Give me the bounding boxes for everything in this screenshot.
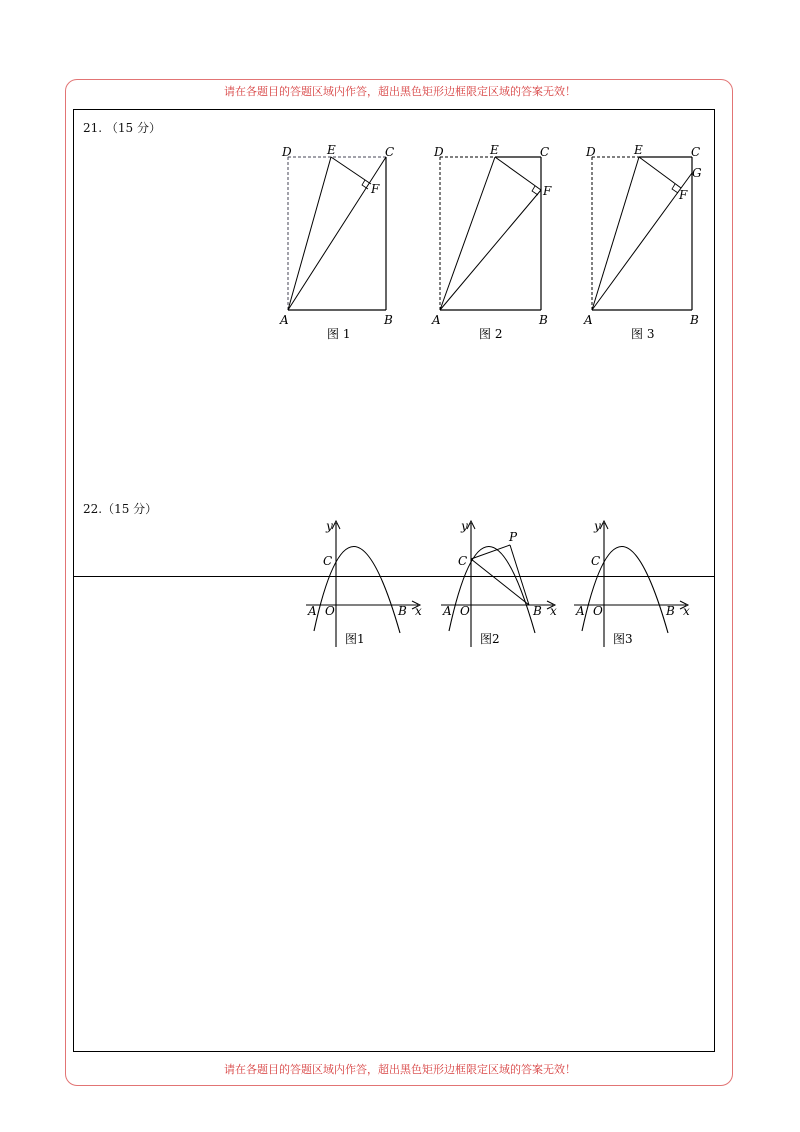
label-C: C <box>323 554 333 568</box>
label-A: A <box>432 313 441 327</box>
label-B: B <box>666 604 675 618</box>
q22-figure-1 <box>300 515 430 650</box>
label-C: C <box>540 145 550 159</box>
label-F: F <box>371 182 380 196</box>
caption: 图 1 <box>327 327 351 341</box>
label-A: A <box>308 604 317 618</box>
caption: 图 2 <box>479 327 503 341</box>
label-D: D <box>434 145 444 159</box>
label-x: x <box>683 604 690 618</box>
q22-figure-2 <box>435 515 565 650</box>
label-P: P <box>509 530 518 544</box>
segment-AE <box>440 157 495 310</box>
label-D: D <box>282 145 292 159</box>
label-C: C <box>458 554 468 568</box>
label-C: C <box>385 145 395 159</box>
caption: 图 3 <box>631 327 655 341</box>
label-A: A <box>443 604 452 618</box>
q21-figure-1 <box>275 140 405 345</box>
segment-EF <box>331 157 371 184</box>
segment-AE <box>592 157 639 310</box>
label-B: B <box>539 313 548 327</box>
label-B: B <box>384 313 393 327</box>
label-O: O <box>593 604 603 618</box>
question-21-label: 21. （15 分） <box>83 121 161 135</box>
label-B: B <box>533 604 542 618</box>
caption: 图3 <box>613 632 633 646</box>
q21-figure-3 <box>579 140 709 345</box>
q21-figure-2 <box>427 140 557 345</box>
caption: 图1 <box>345 632 365 646</box>
label-E: E <box>634 143 643 157</box>
label-G: G <box>692 166 702 180</box>
label-y: y <box>594 519 601 533</box>
label-y: y <box>326 519 333 533</box>
question-22-label: 22.（15 分） <box>83 502 158 516</box>
label-y: y <box>461 519 468 533</box>
label-x: x <box>415 604 422 618</box>
label-E: E <box>327 143 336 157</box>
segment-EF <box>495 157 541 190</box>
label-C: C <box>691 145 701 159</box>
segment-AE <box>288 157 331 310</box>
label-B: B <box>398 604 407 618</box>
label-C: C <box>591 554 601 568</box>
notice-top: 请在各题目的答题区域内作答，超出黑色矩形边框限定区域的答案无效！ <box>224 85 576 98</box>
label-O: O <box>325 604 335 618</box>
label-A: A <box>280 313 289 327</box>
segment-AF <box>440 190 541 310</box>
segment-CB <box>471 559 529 605</box>
segment-AG <box>592 173 692 310</box>
label-A: A <box>576 604 585 618</box>
segment-EF <box>639 157 681 188</box>
q22-figure-3 <box>568 515 698 650</box>
label-A: A <box>584 313 593 327</box>
label-F: F <box>679 188 688 202</box>
label-D: D <box>586 145 596 159</box>
segment-AC <box>288 157 386 310</box>
label-B: B <box>690 313 699 327</box>
label-E: E <box>490 143 499 157</box>
label-O: O <box>460 604 470 618</box>
segment-PB <box>510 545 529 605</box>
notice-bottom: 请在各题目的答题区域内作答，超出黑色矩形边框限定区域的答案无效！ <box>224 1063 576 1076</box>
caption: 图2 <box>480 632 500 646</box>
label-F: F <box>543 184 552 198</box>
label-x: x <box>550 604 557 618</box>
